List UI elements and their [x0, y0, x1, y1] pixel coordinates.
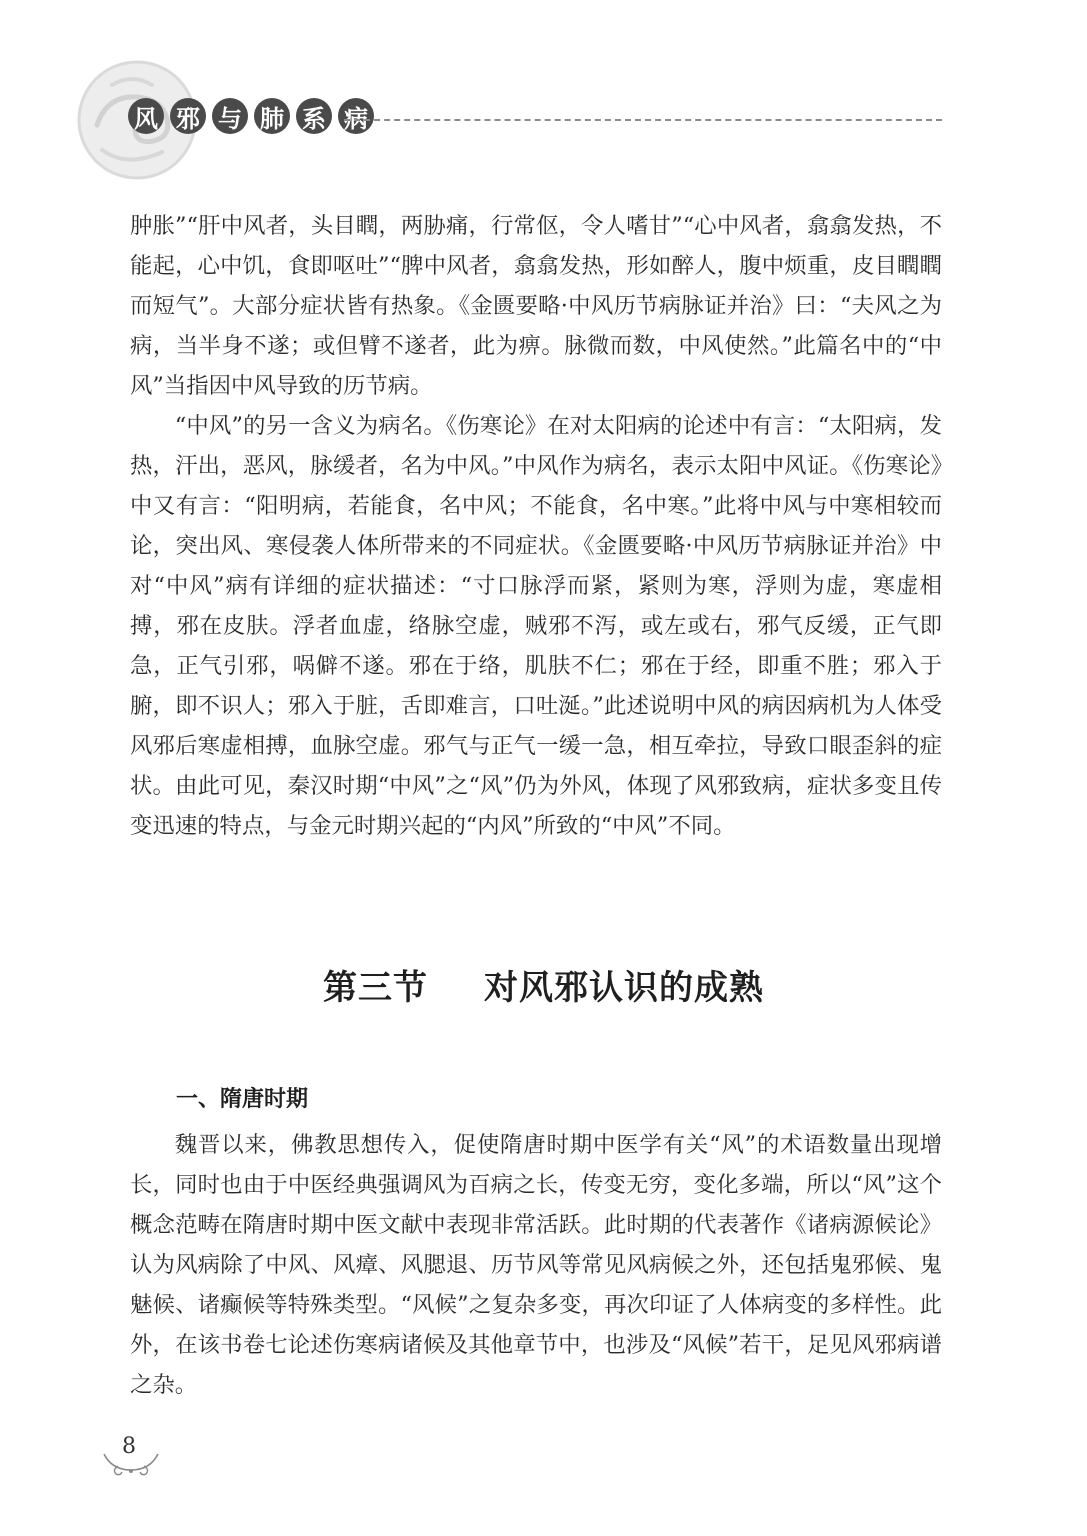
- body-paragraph: “中风”的另一含义为病名。《伤寒论》在对太阳病的论述中有言：“太阳病，发热，汗出，恶风，脉缓者，名为中风。”中风作为病名，表示太阳中风证。《伤寒论》中又有言：“阳明病，若能食，名中风；不能食，名中寒。”此将中风与中寒相较而论，突出风、寒侵袭人体所带来的不同症状。《金匮要略·中风历节病脉证并治》中对“中风”病有详细的症状描述：“寸口脉浮而紧，紧则为寒，浮则为虚，寒虚相搏，邪在皮肤。浮者血虚，络脉空虚，贼邪不泻，或左或右，邪气反缓，正气即急，正气引邪，㖞僻不遂。邪在于络，肌肤不仁；邪在于经，即重不胜；邪入于腑，即不识人；邪入于脏，舌即难言，口吐涎。”此述说明中风的病因病机为人体受风邪后寒虚相搏，血脉空虚。邪气与正气一缓一急，相互牵拉，导致口眼歪斜的症状。由此可见，秦汉时期“中风”之“风”仍为外风，体现了风邪致病，症状多变且传变迅速的特点，与金元时期兴起的“内风”所致的“中风”不同。: [130, 413, 942, 839]
- body-paragraph: 魏晋以来，佛教思想传入，促使隋唐时期中医学有关“风”的术语数量出现增长，同时也由于中医经典强调风为百病之长，传变无穷，变化多端，所以“风”这个概念范畴在隋唐时期中医文献中表现非常活跃。此时期的代表著作《诸病源候论》认为风病除了中风、风瘴、风腮退、历节风等常见风病候之外，还包括鬼邪候、鬼魅候、诸癫候等特殊类型。“风候”之复杂多变，再次印证了人体病变的多样性。此外，在该书卷七论述伤寒病诸候及其他章节中，也涉及“风候”若干，足见风邪病谱之杂。: [130, 1132, 942, 1398]
- footer-scroll-ornament-icon: [100, 1440, 162, 1476]
- main-text: [130, 206, 942, 846]
- header-title-char: 肺: [254, 98, 290, 134]
- header-title-char: 邪: [170, 98, 206, 134]
- page-number: 8: [122, 1434, 136, 1459]
- section-heading: [0, 960, 1087, 1009]
- subsection-text: [130, 1125, 942, 1405]
- section-title-text: 对风邪认识的成熟: [484, 968, 764, 1008]
- header-title-char: 风: [128, 98, 164, 134]
- subsection-heading: 一、隋唐时期: [176, 1087, 309, 1112]
- running-header-title: [128, 98, 374, 134]
- section-number: 第三节: [323, 968, 428, 1008]
- header-title-char: 与: [212, 98, 248, 134]
- header-title-char: 系: [296, 98, 332, 134]
- header-dashed-rule: [344, 119, 942, 121]
- body-paragraph: 肿胀”“肝中风者，头目瞤，两胁痛，行常伛，令人嗜甘”“心中风者，翕翕发热，不能起，心中饥，食即呕吐”“脾中风者，翕翕发热，形如醉人，腹中烦重，皮目瞤瞤而短气”。大部分症状皆有热象。《金匮要略·中风历节病脉证并治》曰：“夫风之为病，当半身不遂；或但臂不遂者，此为痹。脉微而数，中风使然。”此篇名中的“中风”当指因中风导致的历节病。: [130, 213, 942, 399]
- header-title-char: 病: [338, 98, 374, 134]
